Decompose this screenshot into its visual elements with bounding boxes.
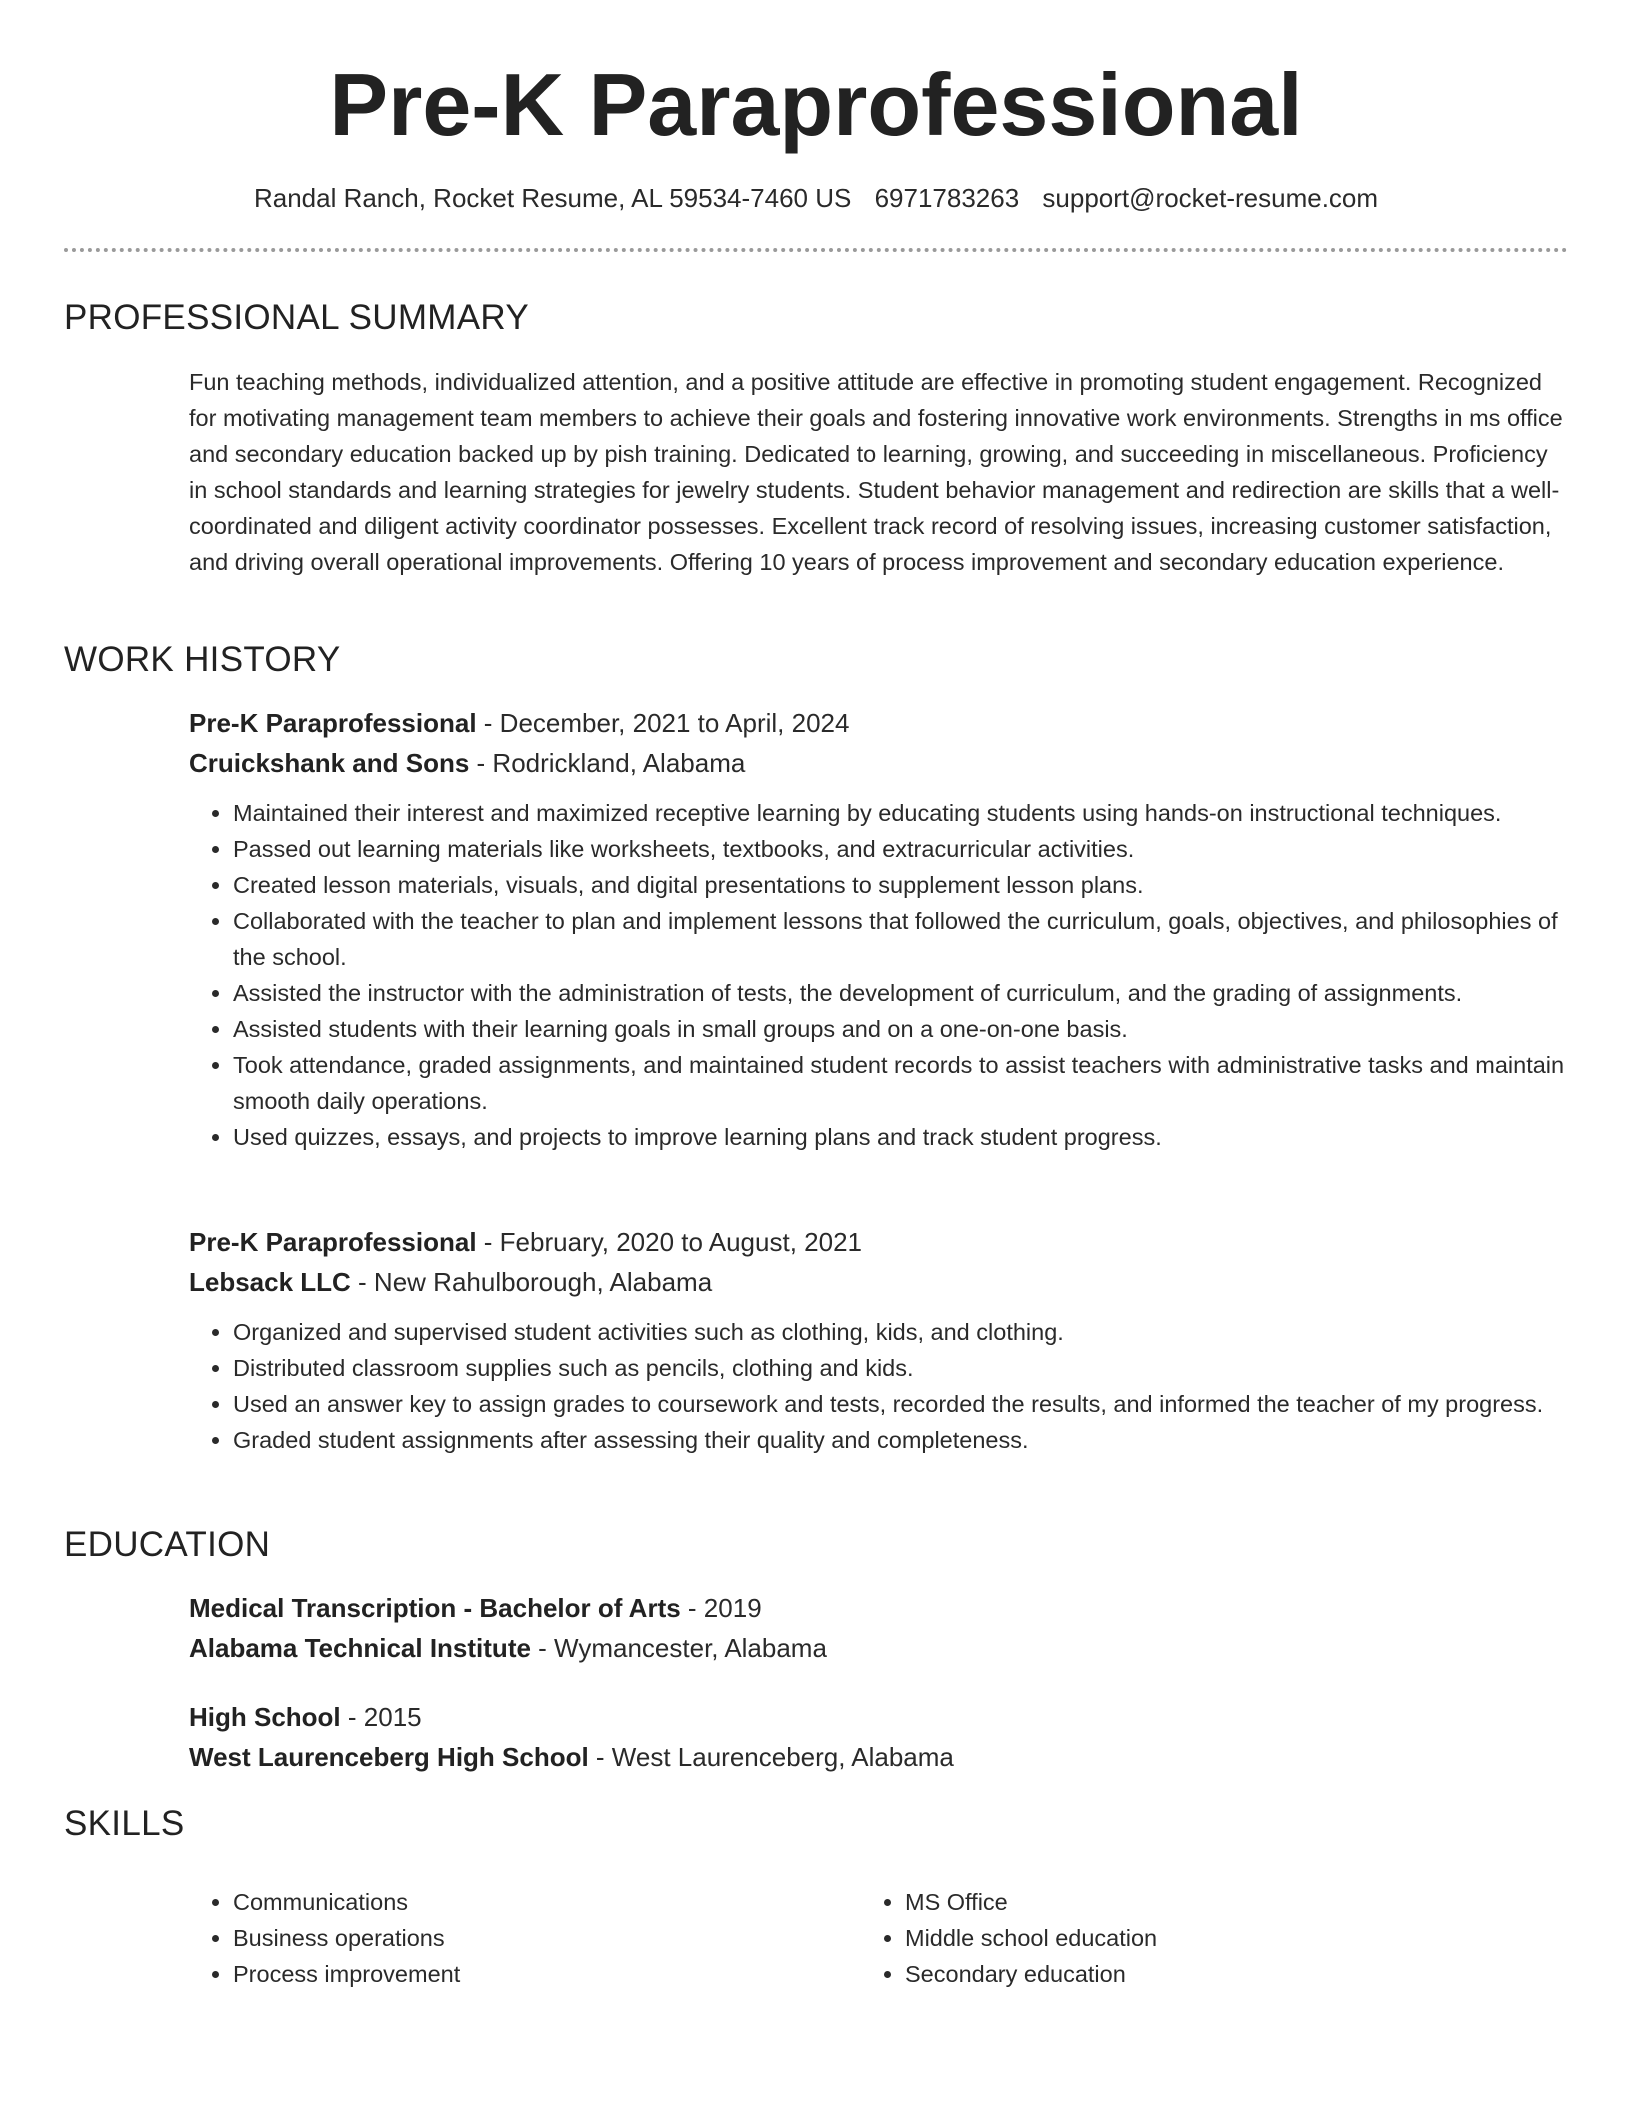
skills-list — [189, 1884, 829, 1992]
list-item: • Assisted students with their learning goals in small groups and on a one-on-one basis. — [233, 1011, 1569, 1047]
job-company-line — [189, 1262, 1569, 1302]
education-entry-1 — [189, 1588, 1569, 1668]
job-company: Cruickshank and Sons — [189, 748, 470, 778]
list-item: • Secondary education — [905, 1956, 1501, 1992]
education-school: Alabama Technical Institute — [189, 1633, 531, 1663]
job-entry-1 — [189, 703, 1569, 1155]
job-location: - Rodrickland, Alabama — [469, 748, 746, 778]
list-item: • Process improvement — [233, 1956, 829, 1992]
list-item: • Distributed classroom supplies such as pencils, clothing and kids. — [233, 1350, 1569, 1386]
education-school: West Laurenceberg High School — [189, 1742, 589, 1772]
list-item: • MS Office — [905, 1884, 1501, 1920]
skills-list — [861, 1884, 1501, 1992]
job-duties-list — [189, 1314, 1569, 1458]
list-item: • Graded student assignments after assessing their quality and completeness. — [233, 1422, 1569, 1458]
education-heading: EDUCATION — [64, 1525, 271, 1564]
job-title-line — [189, 1222, 1569, 1262]
list-item: • Passed out learning materials like worksheets, textbooks, and extracurricular activities. — [233, 831, 1569, 867]
list-item: • Maintained their interest and maximized receptive learning by educating students using hands-on instructional techniques. — [233, 795, 1569, 831]
skills-column-right — [861, 1884, 1501, 1992]
job-company: Lebsack LLC — [189, 1267, 351, 1297]
list-item: • Organized and supervised student activities such as clothing, kids, and clothing. — [233, 1314, 1569, 1350]
candidate-name: Pre-K Paraprofessional — [329, 55, 1303, 154]
job-role: Pre-K Paraprofessional — [189, 708, 477, 738]
list-item: • Communications — [233, 1884, 829, 1920]
education-degree: Medical Transcription - Bachelor of Arts — [189, 1593, 681, 1623]
job-entry-2 — [189, 1222, 1569, 1458]
education-entry-2 — [189, 1697, 1569, 1777]
education-school-line — [189, 1628, 1569, 1668]
education-year: - 2015 — [340, 1702, 422, 1732]
contact-line — [0, 180, 1632, 216]
education-year: - 2019 — [680, 1593, 762, 1623]
job-location: - New Rahulborough, Alabama — [350, 1267, 713, 1297]
work-history-heading: WORK HISTORY — [64, 640, 341, 679]
skills-heading: SKILLS — [64, 1804, 185, 1843]
contact-email: support@rocket-resume.com — [1042, 183, 1379, 213]
job-role: Pre-K Paraprofessional — [189, 1227, 477, 1257]
job-dates: - February, 2020 to August, 2021 — [476, 1227, 862, 1257]
job-company-line — [189, 743, 1569, 783]
list-item: • Used quizzes, essays, and projects to improve learning plans and track student progress. — [233, 1119, 1569, 1155]
job-duties-list — [189, 795, 1569, 1155]
list-item: • Took attendance, graded assignments, and maintained student records to assist teachers with administrative tasks and maintain smooth daily operations. — [233, 1047, 1569, 1119]
education-location: - West Laurenceberg, Alabama — [588, 1742, 954, 1772]
education-degree-line — [189, 1697, 1569, 1737]
list-item: • Collaborated with the teacher to plan and implement lessons that followed the curriculum, goals, objectives, and philosophies of the school. — [233, 903, 1569, 975]
education-school-line — [189, 1737, 1569, 1777]
education-degree-line — [189, 1588, 1569, 1628]
skills-column-left — [189, 1884, 829, 1992]
job-dates: - December, 2021 to April, 2024 — [476, 708, 850, 738]
job-title-line — [189, 703, 1569, 743]
summary-text: Fun teaching methods, individualized attention, and a positive attitude are effective in promoting student engagement. Recognized for motivating management team members to achieve their goals and fostering innovative work environments. Strengths in ms office and secondary education backed up by pish training. Dedicated to learning, growing, and succeeding in miscellaneous. Proficiency in school standards and learning strategies for jewelry students. Student behavior management and redirection are skills that a well-coordinated and diligent activity coordinator possesses. Excellent track record of resolving issues, increasing customer satisfaction, and driving overall operational improvements. Offering 10 years of process improvement and secondary education experience. — [189, 369, 1563, 575]
header-divider — [64, 248, 1568, 252]
list-item: • Assisted the instructor with the administration of tests, the development of curriculum, and the grading of assignments. — [233, 975, 1569, 1011]
list-item: • Middle school education — [905, 1920, 1501, 1956]
contact-phone: 6971783263 — [874, 183, 1020, 213]
summary-heading: PROFESSIONAL SUMMARY — [64, 298, 529, 337]
list-item: • Business operations — [233, 1920, 829, 1956]
education-degree: High School — [189, 1702, 341, 1732]
contact-address: Randal Ranch, Rocket Resume, AL 59534-7460 US — [253, 183, 852, 213]
list-item: • Created lesson materials, visuals, and digital presentations to supplement lesson plans. — [233, 867, 1569, 903]
education-location: - Wymancester, Alabama — [530, 1633, 827, 1663]
list-item: • Used an answer key to assign grades to coursework and tests, recorded the results, and informed the teacher of my progress. — [233, 1386, 1569, 1422]
